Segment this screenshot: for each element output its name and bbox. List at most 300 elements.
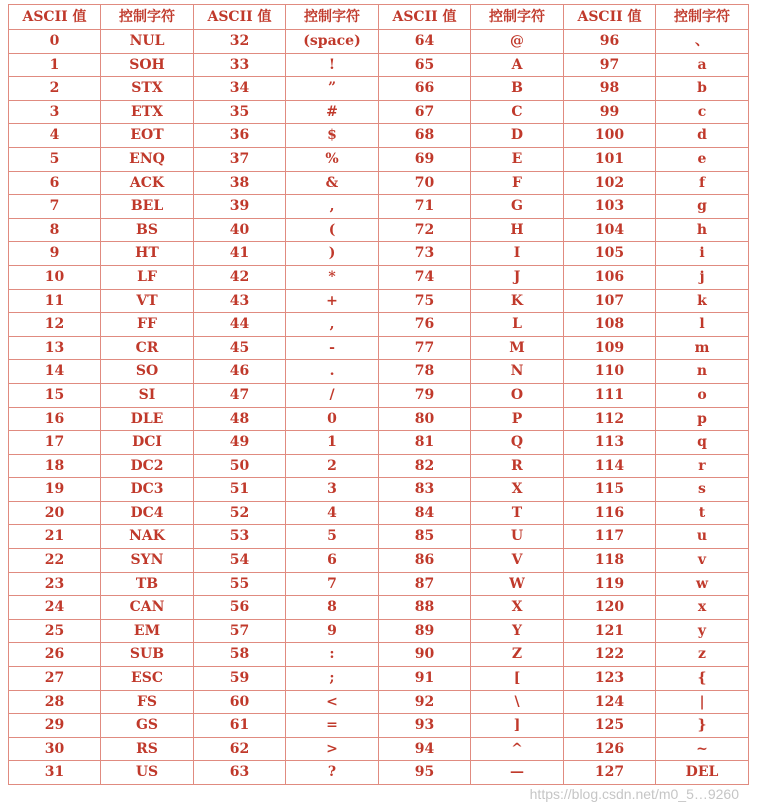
control-char-cell: G (471, 195, 564, 219)
ascii-value-cell: 106 (564, 265, 656, 289)
ascii-value-cell: 40 (194, 218, 286, 242)
control-char-cell: s (656, 478, 749, 502)
ascii-value-cell: 59 (194, 667, 286, 691)
control-char-cell: } (656, 714, 749, 738)
control-char-cell: DC4 (101, 501, 194, 525)
ascii-value-cell: 48 (194, 407, 286, 431)
ascii-value-cell: 111 (564, 383, 656, 407)
ascii-value-cell: 56 (194, 596, 286, 620)
control-char-cell: 2 (286, 454, 379, 478)
control-char-cell: J (471, 265, 564, 289)
table-row (9, 218, 749, 242)
ascii-value-cell: 83 (379, 478, 471, 502)
ascii-value-cell: 38 (194, 171, 286, 195)
ascii-value-cell: 81 (379, 431, 471, 455)
ascii-value-cell: 5 (9, 147, 101, 171)
control-char-cell: VT (101, 289, 194, 313)
ascii-value-cell: 44 (194, 313, 286, 337)
ascii-value-cell: 76 (379, 313, 471, 337)
ascii-value-cell: 37 (194, 147, 286, 171)
control-char-cell: ETX (101, 100, 194, 124)
control-char-cell: DEL (656, 761, 749, 785)
control-char-cell: R (471, 454, 564, 478)
header-ascii-value: ASCII 值 (9, 5, 101, 30)
ascii-value-cell: 21 (9, 525, 101, 549)
ascii-value-cell: 63 (194, 761, 286, 785)
control-char-cell: [ (471, 667, 564, 691)
control-char-cell: 7 (286, 572, 379, 596)
control-char-cell: SOH (101, 53, 194, 77)
ascii-value-cell: 103 (564, 195, 656, 219)
ascii-value-cell: 47 (194, 383, 286, 407)
ascii-value-cell: 80 (379, 407, 471, 431)
control-char-cell: H (471, 218, 564, 242)
control-char-cell: ENQ (101, 147, 194, 171)
ascii-value-cell: 70 (379, 171, 471, 195)
ascii-value-cell: 0 (9, 30, 101, 54)
table-row (9, 195, 749, 219)
ascii-value-cell: 125 (564, 714, 656, 738)
control-char-cell: U (471, 525, 564, 549)
control-char-cell: EOT (101, 124, 194, 148)
control-char-cell: DLE (101, 407, 194, 431)
ascii-value-cell: 109 (564, 336, 656, 360)
control-char-cell: ; (286, 667, 379, 691)
ascii-value-cell: 118 (564, 549, 656, 573)
control-char-cell: NUL (101, 30, 194, 54)
control-char-cell: E (471, 147, 564, 171)
control-char-cell: v (656, 549, 749, 573)
control-char-cell: > (286, 737, 379, 761)
ascii-value-cell: 100 (564, 124, 656, 148)
ascii-value-cell: 108 (564, 313, 656, 337)
control-char-cell: : (286, 643, 379, 667)
control-char-cell: z (656, 643, 749, 667)
ascii-value-cell: 52 (194, 501, 286, 525)
control-char-cell: i (656, 242, 749, 266)
ascii-value-cell: 72 (379, 218, 471, 242)
control-char-cell: < (286, 690, 379, 714)
ascii-value-cell: 49 (194, 431, 286, 455)
ascii-value-cell: 123 (564, 667, 656, 691)
control-char-cell: O (471, 383, 564, 407)
ascii-value-cell: 13 (9, 336, 101, 360)
control-char-cell: r (656, 454, 749, 478)
ascii-value-cell: 124 (564, 690, 656, 714)
control-char-cell: 9 (286, 619, 379, 643)
control-char-cell: BS (101, 218, 194, 242)
control-char-cell: CR (101, 336, 194, 360)
ascii-value-cell: 122 (564, 643, 656, 667)
ascii-value-cell: 51 (194, 478, 286, 502)
control-char-cell: STX (101, 77, 194, 101)
ascii-value-cell: 104 (564, 218, 656, 242)
table-row (9, 77, 749, 101)
control-char-cell: L (471, 313, 564, 337)
control-char-cell: , (286, 313, 379, 337)
table-row (9, 501, 749, 525)
control-char-cell: & (286, 171, 379, 195)
control-char-cell: LF (101, 265, 194, 289)
control-char-cell: T (471, 501, 564, 525)
control-char-cell: Y (471, 619, 564, 643)
ascii-value-cell: 45 (194, 336, 286, 360)
table-row (9, 643, 749, 667)
ascii-value-cell: 61 (194, 714, 286, 738)
control-char-cell: DC3 (101, 478, 194, 502)
table-row (9, 549, 749, 573)
ascii-value-cell: 84 (379, 501, 471, 525)
control-char-cell: b (656, 77, 749, 101)
control-char-cell: ] (471, 714, 564, 738)
control-char-cell: / (286, 383, 379, 407)
ascii-value-cell: 89 (379, 619, 471, 643)
control-char-cell: . (286, 360, 379, 384)
table-row (9, 619, 749, 643)
control-char-cell: t (656, 501, 749, 525)
control-char-cell: 0 (286, 407, 379, 431)
control-char-cell: o (656, 383, 749, 407)
ascii-value-cell: 22 (9, 549, 101, 573)
control-char-cell: f (656, 171, 749, 195)
ascii-value-cell: 126 (564, 737, 656, 761)
ascii-value-cell: 12 (9, 313, 101, 337)
control-char-cell: x (656, 596, 749, 620)
ascii-value-cell: 91 (379, 667, 471, 691)
control-char-cell: ? (286, 761, 379, 785)
ascii-table (8, 4, 749, 785)
control-char-cell: 、 (656, 30, 749, 54)
control-char-cell: ^ (471, 737, 564, 761)
ascii-value-cell: 42 (194, 265, 286, 289)
control-char-cell: SI (101, 383, 194, 407)
ascii-value-cell: 14 (9, 360, 101, 384)
ascii-value-cell: 101 (564, 147, 656, 171)
control-char-cell: US (101, 761, 194, 785)
ascii-value-cell: 18 (9, 454, 101, 478)
ascii-value-cell: 79 (379, 383, 471, 407)
header-control-char: 控制字符 (471, 5, 564, 30)
control-char-cell: SYN (101, 549, 194, 573)
control-char-cell: ~ (656, 737, 749, 761)
ascii-value-cell: 93 (379, 714, 471, 738)
ascii-value-cell: 46 (194, 360, 286, 384)
ascii-value-cell: 24 (9, 596, 101, 620)
table-row (9, 383, 749, 407)
ascii-value-cell: 119 (564, 572, 656, 596)
control-char-cell: | (656, 690, 749, 714)
control-char-cell: a (656, 53, 749, 77)
control-char-cell: Q (471, 431, 564, 455)
control-char-cell: Z (471, 643, 564, 667)
header-ascii-value: ASCII 值 (564, 5, 656, 30)
ascii-value-cell: 113 (564, 431, 656, 455)
control-char-cell: EM (101, 619, 194, 643)
control-char-cell: DC2 (101, 454, 194, 478)
control-char-cell: = (286, 714, 379, 738)
control-char-cell: D (471, 124, 564, 148)
control-char-cell: 3 (286, 478, 379, 502)
ascii-value-cell: 43 (194, 289, 286, 313)
table-row (9, 596, 749, 620)
control-char-cell: , (286, 195, 379, 219)
control-char-cell: + (286, 289, 379, 313)
ascii-value-cell: 115 (564, 478, 656, 502)
table-row (9, 360, 749, 384)
control-char-cell: - (286, 336, 379, 360)
ascii-value-cell: 120 (564, 596, 656, 620)
watermark: https://blog.csdn.net/m0_5…9260 (529, 786, 739, 802)
ascii-value-cell: 99 (564, 100, 656, 124)
control-char-cell: w (656, 572, 749, 596)
control-char-cell: A (471, 53, 564, 77)
table-row (9, 454, 749, 478)
ascii-value-cell: 67 (379, 100, 471, 124)
ascii-value-cell: 64 (379, 30, 471, 54)
table-row (9, 147, 749, 171)
table-row (9, 336, 749, 360)
table-row (9, 124, 749, 148)
ascii-value-cell: 7 (9, 195, 101, 219)
control-char-cell: F (471, 171, 564, 195)
control-char-cell: SO (101, 360, 194, 384)
control-char-cell: BEL (101, 195, 194, 219)
control-char-cell: e (656, 147, 749, 171)
control-char-cell: GS (101, 714, 194, 738)
control-char-cell: DCI (101, 431, 194, 455)
control-char-cell: K (471, 289, 564, 313)
ascii-value-cell: 20 (9, 501, 101, 525)
ascii-value-cell: 33 (194, 53, 286, 77)
table-row (9, 407, 749, 431)
control-char-cell: k (656, 289, 749, 313)
ascii-value-cell: 96 (564, 30, 656, 54)
ascii-value-cell: 88 (379, 596, 471, 620)
control-char-cell: FF (101, 313, 194, 337)
table-row (9, 667, 749, 691)
ascii-value-cell: 86 (379, 549, 471, 573)
ascii-value-cell: 94 (379, 737, 471, 761)
ascii-value-cell: 117 (564, 525, 656, 549)
ascii-value-cell: 3 (9, 100, 101, 124)
ascii-value-cell: 23 (9, 572, 101, 596)
control-char-cell: j (656, 265, 749, 289)
ascii-value-cell: 68 (379, 124, 471, 148)
ascii-value-cell: 95 (379, 761, 471, 785)
table-row (9, 53, 749, 77)
ascii-value-cell: 60 (194, 690, 286, 714)
table-body (9, 30, 749, 785)
ascii-value-cell: 66 (379, 77, 471, 101)
ascii-value-cell: 50 (194, 454, 286, 478)
control-char-cell: W (471, 572, 564, 596)
control-char-cell: P (471, 407, 564, 431)
control-char-cell: 4 (286, 501, 379, 525)
ascii-value-cell: 10 (9, 265, 101, 289)
ascii-value-cell: 17 (9, 431, 101, 455)
ascii-value-cell: 9 (9, 242, 101, 266)
header-control-char: 控制字符 (101, 5, 194, 30)
ascii-value-cell: 34 (194, 77, 286, 101)
ascii-value-cell: 110 (564, 360, 656, 384)
control-char-cell: N (471, 360, 564, 384)
control-char-cell: ACK (101, 171, 194, 195)
control-char-cell: X (471, 596, 564, 620)
control-char-cell: l (656, 313, 749, 337)
control-char-cell: V (471, 549, 564, 573)
ascii-table-container (8, 4, 749, 785)
control-char-cell: * (286, 265, 379, 289)
control-char-cell: RS (101, 737, 194, 761)
ascii-value-cell: 25 (9, 619, 101, 643)
ascii-value-cell: 69 (379, 147, 471, 171)
ascii-value-cell: 2 (9, 77, 101, 101)
ascii-value-cell: 90 (379, 643, 471, 667)
header-control-char: 控制字符 (656, 5, 749, 30)
ascii-value-cell: 4 (9, 124, 101, 148)
ascii-value-cell: 1 (9, 53, 101, 77)
control-char-cell: B (471, 77, 564, 101)
table-row (9, 100, 749, 124)
ascii-value-cell: 35 (194, 100, 286, 124)
table-row (9, 761, 749, 785)
ascii-value-cell: 112 (564, 407, 656, 431)
table-row (9, 265, 749, 289)
ascii-value-cell: 107 (564, 289, 656, 313)
header-ascii-value: ASCII 值 (194, 5, 286, 30)
control-char-cell: 1 (286, 431, 379, 455)
ascii-value-cell: 28 (9, 690, 101, 714)
ascii-value-cell: 114 (564, 454, 656, 478)
control-char-cell: c (656, 100, 749, 124)
ascii-value-cell: 127 (564, 761, 656, 785)
ascii-value-cell: 26 (9, 643, 101, 667)
control-char-cell: ( (286, 218, 379, 242)
ascii-value-cell: 73 (379, 242, 471, 266)
control-char-cell: % (286, 147, 379, 171)
control-char-cell: TB (101, 572, 194, 596)
control-char-cell: h (656, 218, 749, 242)
control-char-cell: ” (286, 77, 379, 101)
control-char-cell: m (656, 336, 749, 360)
table-row (9, 525, 749, 549)
ascii-value-cell: 41 (194, 242, 286, 266)
ascii-value-cell: 53 (194, 525, 286, 549)
ascii-value-cell: 8 (9, 218, 101, 242)
control-char-cell: 8 (286, 596, 379, 620)
control-char-cell: 6 (286, 549, 379, 573)
ascii-value-cell: 54 (194, 549, 286, 573)
ascii-value-cell: 11 (9, 289, 101, 313)
control-char-cell: (space) (286, 30, 379, 54)
ascii-value-cell: 31 (9, 761, 101, 785)
ascii-value-cell: 30 (9, 737, 101, 761)
ascii-value-cell: 71 (379, 195, 471, 219)
header-row (9, 5, 749, 30)
ascii-value-cell: 98 (564, 77, 656, 101)
control-char-cell: — (471, 761, 564, 785)
control-char-cell: $ (286, 124, 379, 148)
control-char-cell: ESC (101, 667, 194, 691)
ascii-value-cell: 102 (564, 171, 656, 195)
ascii-value-cell: 75 (379, 289, 471, 313)
ascii-value-cell: 116 (564, 501, 656, 525)
table-row (9, 313, 749, 337)
table-row (9, 714, 749, 738)
control-char-cell: NAK (101, 525, 194, 549)
ascii-value-cell: 92 (379, 690, 471, 714)
ascii-value-cell: 85 (379, 525, 471, 549)
ascii-value-cell: 78 (379, 360, 471, 384)
ascii-value-cell: 19 (9, 478, 101, 502)
ascii-value-cell: 15 (9, 383, 101, 407)
control-char-cell: M (471, 336, 564, 360)
control-char-cell: y (656, 619, 749, 643)
ascii-value-cell: 62 (194, 737, 286, 761)
control-char-cell: 5 (286, 525, 379, 549)
control-char-cell: X (471, 478, 564, 502)
control-char-cell: u (656, 525, 749, 549)
control-char-cell: n (656, 360, 749, 384)
ascii-value-cell: 39 (194, 195, 286, 219)
control-char-cell: \ (471, 690, 564, 714)
control-char-cell: { (656, 667, 749, 691)
table-row (9, 572, 749, 596)
ascii-value-cell: 105 (564, 242, 656, 266)
control-char-cell: HT (101, 242, 194, 266)
table-row (9, 431, 749, 455)
table-row (9, 289, 749, 313)
table-row (9, 478, 749, 502)
control-char-cell: ! (286, 53, 379, 77)
control-char-cell: C (471, 100, 564, 124)
ascii-value-cell: 87 (379, 572, 471, 596)
control-char-cell: q (656, 431, 749, 455)
header-ascii-value: ASCII 值 (379, 5, 471, 30)
control-char-cell: g (656, 195, 749, 219)
ascii-value-cell: 58 (194, 643, 286, 667)
control-char-cell: d (656, 124, 749, 148)
control-char-cell: SUB (101, 643, 194, 667)
ascii-value-cell: 6 (9, 171, 101, 195)
ascii-value-cell: 82 (379, 454, 471, 478)
table-row (9, 30, 749, 54)
ascii-value-cell: 65 (379, 53, 471, 77)
ascii-value-cell: 29 (9, 714, 101, 738)
control-char-cell: # (286, 100, 379, 124)
control-char-cell: @ (471, 30, 564, 54)
control-char-cell: FS (101, 690, 194, 714)
control-char-cell: ) (286, 242, 379, 266)
header-control-char: 控制字符 (286, 5, 379, 30)
table-row (9, 171, 749, 195)
ascii-value-cell: 55 (194, 572, 286, 596)
ascii-value-cell: 36 (194, 124, 286, 148)
ascii-value-cell: 74 (379, 265, 471, 289)
control-char-cell: I (471, 242, 564, 266)
table-row (9, 242, 749, 266)
table-row (9, 690, 749, 714)
ascii-value-cell: 97 (564, 53, 656, 77)
control-char-cell: CAN (101, 596, 194, 620)
table-row (9, 737, 749, 761)
ascii-value-cell: 121 (564, 619, 656, 643)
ascii-value-cell: 32 (194, 30, 286, 54)
ascii-value-cell: 77 (379, 336, 471, 360)
ascii-value-cell: 27 (9, 667, 101, 691)
ascii-value-cell: 57 (194, 619, 286, 643)
ascii-value-cell: 16 (9, 407, 101, 431)
